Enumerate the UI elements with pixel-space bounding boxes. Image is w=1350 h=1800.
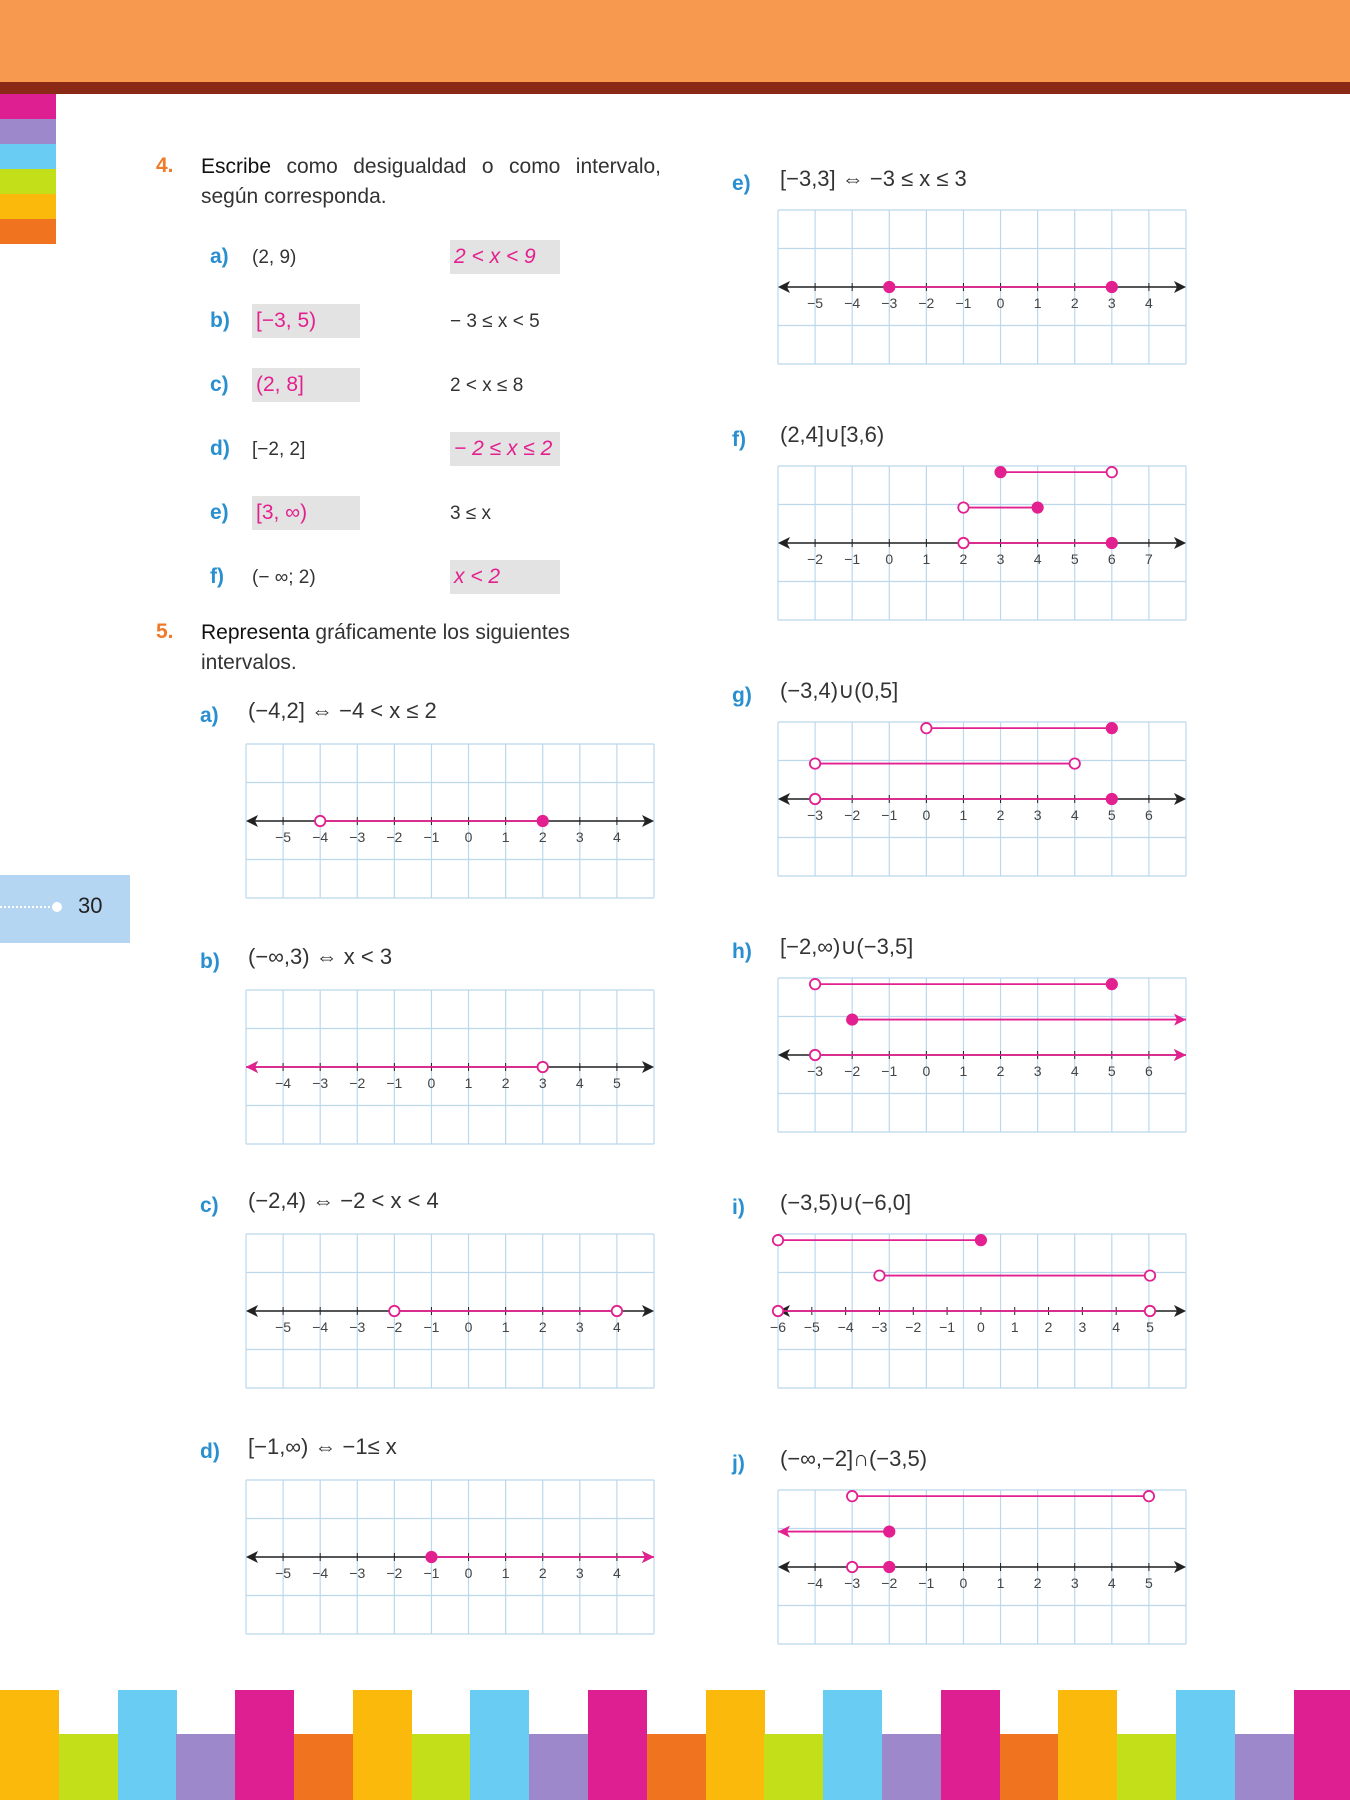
tick-label: −3 (807, 1063, 824, 1079)
tick-label: 3 (1033, 1063, 1042, 1079)
tick-label: −1 (423, 1565, 440, 1581)
closed-endpoint (538, 816, 548, 826)
ex4-inequality: 3 ≤ x (450, 503, 492, 524)
tick-label: −1 (939, 1319, 956, 1335)
tick-label: −2 (918, 295, 935, 311)
open-endpoint (1145, 1306, 1155, 1316)
ex4-row-label: b) (210, 309, 230, 332)
tick-label: 2 (538, 1319, 547, 1335)
tick-label: 7 (1145, 551, 1153, 567)
number-line-chart (778, 978, 1186, 1132)
ex5-item-label: a) (200, 704, 219, 727)
ex5-item-formula: [−3,3] ⇔ −3 ≤ x ≤ 3 (780, 166, 967, 191)
ex5-item-label: g) (732, 684, 752, 707)
open-endpoint (389, 1306, 399, 1316)
tick-label: 1 (1033, 295, 1042, 311)
tick-label: 6 (1145, 1063, 1153, 1079)
tick-label: 2 (1070, 295, 1079, 311)
open-endpoint (773, 1306, 783, 1316)
ex4-interval: [−2, 2] (252, 439, 306, 460)
closed-endpoint (884, 1562, 894, 1572)
tick-label: −5 (807, 295, 824, 311)
tick-label: −4 (844, 295, 861, 311)
closed-endpoint (847, 1014, 857, 1024)
tick-label: 1 (501, 1565, 510, 1581)
number-line-chart (778, 722, 1186, 876)
tick-label: −5 (803, 1319, 820, 1335)
ex5-item-formula: (−3,4)∪(0,5] (780, 678, 899, 703)
closed-endpoint (1107, 282, 1117, 292)
tick-label: 3 (996, 551, 1005, 567)
ex5-item-label: d) (200, 1440, 220, 1463)
tick-label: −4 (312, 1565, 329, 1581)
open-endpoint (847, 1562, 857, 1572)
tick-label: 2 (538, 1565, 547, 1581)
tick-label: 3 (575, 1565, 584, 1581)
tick-label: −5 (275, 1565, 292, 1581)
header-band (0, 0, 1350, 82)
exercise-4-prompt: Escribe como desigualdad o como intervalo, según corresponda. (201, 155, 661, 208)
tick-label: −1 (955, 295, 972, 311)
tick-label: 4 (1070, 1063, 1079, 1079)
tick-label: −5 (275, 1319, 292, 1335)
tick-label: 2 (996, 1063, 1005, 1079)
tick-label: −3 (881, 295, 898, 311)
tick-label: 1 (501, 829, 510, 845)
number-line-chart (778, 210, 1186, 364)
ex5-item-label: j) (732, 1452, 745, 1475)
ex4-interval: (− ∞; 2) (252, 567, 316, 588)
tick-label: 5 (1146, 1319, 1154, 1335)
ex4-row-label: d) (210, 437, 230, 460)
tick-label: −3 (807, 807, 824, 823)
tick-label: 4 (613, 1565, 621, 1581)
ex5-item-label: b) (200, 950, 220, 973)
open-endpoint (1070, 758, 1080, 768)
open-endpoint (810, 979, 820, 989)
color-tabs (0, 94, 56, 244)
tick-label: 1 (464, 1075, 473, 1091)
tick-label: 2 (1033, 1575, 1042, 1591)
tick-label: 4 (1107, 1575, 1116, 1591)
tick-label: 5 (1145, 1575, 1153, 1591)
tick-label: 0 (427, 1075, 436, 1091)
closed-endpoint (884, 1526, 894, 1536)
tick-label: −4 (312, 829, 329, 845)
tick-label: −3 (871, 1319, 888, 1335)
tick-label: −3 (312, 1075, 329, 1091)
open-endpoint (538, 1062, 548, 1072)
page-number-tab (0, 875, 130, 943)
closed-endpoint (884, 282, 894, 292)
tick-label: 1 (501, 1319, 510, 1335)
open-endpoint (847, 1491, 857, 1501)
ex5-item-formula: [−1,∞) ⇔ −1≤ x (248, 1434, 397, 1459)
ex5-item-formula: (−3,5)∪(−6,0] (780, 1190, 912, 1215)
tick-label: −1 (386, 1075, 403, 1091)
tick-label: −4 (807, 1575, 824, 1591)
tick-label: 1 (1010, 1319, 1019, 1335)
open-endpoint (1144, 1491, 1154, 1501)
number-line-chart (770, 1234, 1186, 1388)
tick-label: −2 (844, 1063, 861, 1079)
tick-label: 5 (1107, 1063, 1116, 1079)
ex5-item-formula: [−2,∞)∪(−3,5] (780, 934, 914, 959)
footer-color-band (0, 1690, 1350, 1800)
open-endpoint (612, 1306, 622, 1316)
exercise-5-prompt: Representa gráficamente los siguientes intervalos. (201, 621, 570, 674)
tick-label: 0 (959, 1575, 968, 1591)
tick-label: 0 (996, 295, 1005, 311)
tick-label: 2 (501, 1075, 510, 1091)
tick-label: −1 (423, 1319, 440, 1335)
ex4-inequality-answer: − 2 ≤ x ≤ 2 (450, 432, 560, 466)
open-endpoint (1145, 1270, 1155, 1280)
tick-label: 3 (538, 1075, 547, 1091)
tick-label: −2 (807, 551, 824, 567)
tick-label: 4 (1033, 551, 1042, 567)
ex4-interval: (2, 9) (252, 247, 297, 268)
ex4-interval-answer: (2, 8] (252, 368, 360, 402)
tick-label: 6 (1107, 551, 1116, 567)
tick-label: −2 (386, 1565, 403, 1581)
ex5-item-label: c) (200, 1194, 219, 1217)
tick-label: 0 (922, 807, 931, 823)
ex4-interval-answer: [3, ∞) (252, 496, 360, 530)
ex5-item-label: h) (732, 940, 752, 963)
tick-label: −3 (349, 1319, 366, 1335)
tick-label: −2 (844, 807, 861, 823)
tick-label: 1 (959, 807, 968, 823)
ex4-inequality: 2 < x ≤ 8 (450, 375, 524, 396)
tick-label: 1 (996, 1575, 1005, 1591)
tick-label: 0 (464, 1565, 473, 1581)
open-endpoint (921, 723, 931, 733)
number-line-chart (246, 744, 654, 898)
ex5-item-formula: (2,4]∪[3,6) (780, 422, 885, 447)
open-endpoint (1107, 467, 1117, 477)
tick-label: 2 (996, 807, 1005, 823)
ex5-item-label: e) (732, 172, 751, 195)
tick-label: −4 (312, 1319, 329, 1335)
number-line-chart (778, 1490, 1186, 1644)
exercise-4-number: 4. (156, 154, 174, 177)
tick-label: 4 (1070, 807, 1079, 823)
closed-endpoint (995, 467, 1005, 477)
tick-label: 3 (575, 829, 584, 845)
tick-label: −3 (844, 1575, 861, 1591)
tick-label: 4 (1112, 1319, 1121, 1335)
open-endpoint (810, 758, 820, 768)
closed-endpoint (976, 1235, 986, 1245)
ex5-item-formula: (−4,2] ⇔ −4 < x ≤ 2 (248, 698, 437, 723)
tick-label: −2 (881, 1575, 898, 1591)
open-endpoint (773, 1235, 783, 1245)
ex4-inequality-answer: x < 2 (450, 560, 560, 594)
tick-label: 4 (1145, 295, 1153, 311)
open-endpoint (810, 794, 820, 804)
tick-label: 3 (1107, 295, 1116, 311)
tick-label: 4 (613, 1319, 621, 1335)
ex4-inequality: − 3 ≤ x < 5 (450, 311, 540, 332)
tick-label: −1 (881, 1063, 898, 1079)
ex4-row-label: f) (210, 565, 224, 588)
open-endpoint (315, 816, 325, 826)
tick-label: −6 (770, 1319, 786, 1335)
tick-label: 4 (575, 1075, 584, 1091)
exercise-5-number: 5. (156, 620, 174, 643)
tick-label: 0 (464, 829, 473, 845)
ex4-inequality-answer: 2 < x < 9 (450, 240, 560, 274)
tick-label: 5 (1107, 807, 1116, 823)
tick-label: −1 (844, 551, 861, 567)
number-line-chart (246, 990, 654, 1144)
open-endpoint (958, 502, 968, 512)
ex5-item-formula: (−2,4) ⇔ −2 < x < 4 (248, 1188, 439, 1213)
open-endpoint (810, 1050, 820, 1060)
tick-label: −2 (386, 829, 403, 845)
tick-label: −4 (275, 1075, 292, 1091)
number-line-chart (778, 466, 1186, 620)
ex5-item-label: i) (732, 1196, 745, 1219)
tick-label: 3 (575, 1319, 584, 1335)
open-endpoint (958, 538, 968, 548)
tick-label: −1 (423, 829, 440, 845)
tick-label: 4 (613, 829, 621, 845)
ex5-item-label: f) (732, 428, 746, 451)
tick-label: 2 (1044, 1319, 1053, 1335)
closed-endpoint (426, 1552, 436, 1562)
tick-label: 5 (1070, 551, 1079, 567)
tick-label: −2 (905, 1319, 922, 1335)
closed-endpoint (1032, 502, 1042, 512)
tick-label: 2 (538, 829, 547, 845)
ex4-interval-answer: [−3, 5) (252, 304, 360, 338)
ex4-row-label: a) (210, 245, 229, 268)
tick-label: 0 (977, 1319, 985, 1335)
tick-label: 0 (885, 551, 894, 567)
ex4-row-label: e) (210, 501, 229, 524)
tick-label: 5 (613, 1075, 621, 1091)
tick-label: 0 (922, 1063, 931, 1079)
open-endpoint (874, 1270, 884, 1280)
closed-endpoint (1107, 723, 1117, 733)
tick-label: −1 (881, 807, 898, 823)
ex5-item-formula: (−∞,−2]∩(−3,5) (780, 1446, 928, 1471)
tick-label: 6 (1145, 807, 1153, 823)
closed-endpoint (1107, 794, 1117, 804)
tick-label: −3 (349, 829, 366, 845)
tick-label: 3 (1078, 1319, 1087, 1335)
tick-label: 3 (1070, 1575, 1079, 1591)
tick-label: 0 (464, 1319, 473, 1335)
tick-label: −1 (918, 1575, 935, 1591)
closed-endpoint (1107, 979, 1117, 989)
header-rule (0, 82, 1350, 94)
tick-label: −2 (386, 1319, 403, 1335)
tick-label: −3 (349, 1565, 366, 1581)
tick-label: −5 (275, 829, 292, 845)
tick-label: 2 (959, 551, 968, 567)
tick-label: −4 (837, 1319, 854, 1335)
tick-label: −2 (349, 1075, 366, 1091)
number-line-chart (246, 1234, 654, 1388)
tick-label: 1 (959, 1063, 968, 1079)
tick-label: 1 (922, 551, 931, 567)
tick-label: 3 (1033, 807, 1042, 823)
closed-endpoint (1107, 538, 1117, 548)
page-number: 30 (78, 893, 103, 918)
ex4-row-label: c) (210, 373, 229, 396)
number-line-chart (246, 1480, 654, 1634)
ex5-item-formula: (−∞,3) ⇔ x < 3 (248, 944, 393, 969)
